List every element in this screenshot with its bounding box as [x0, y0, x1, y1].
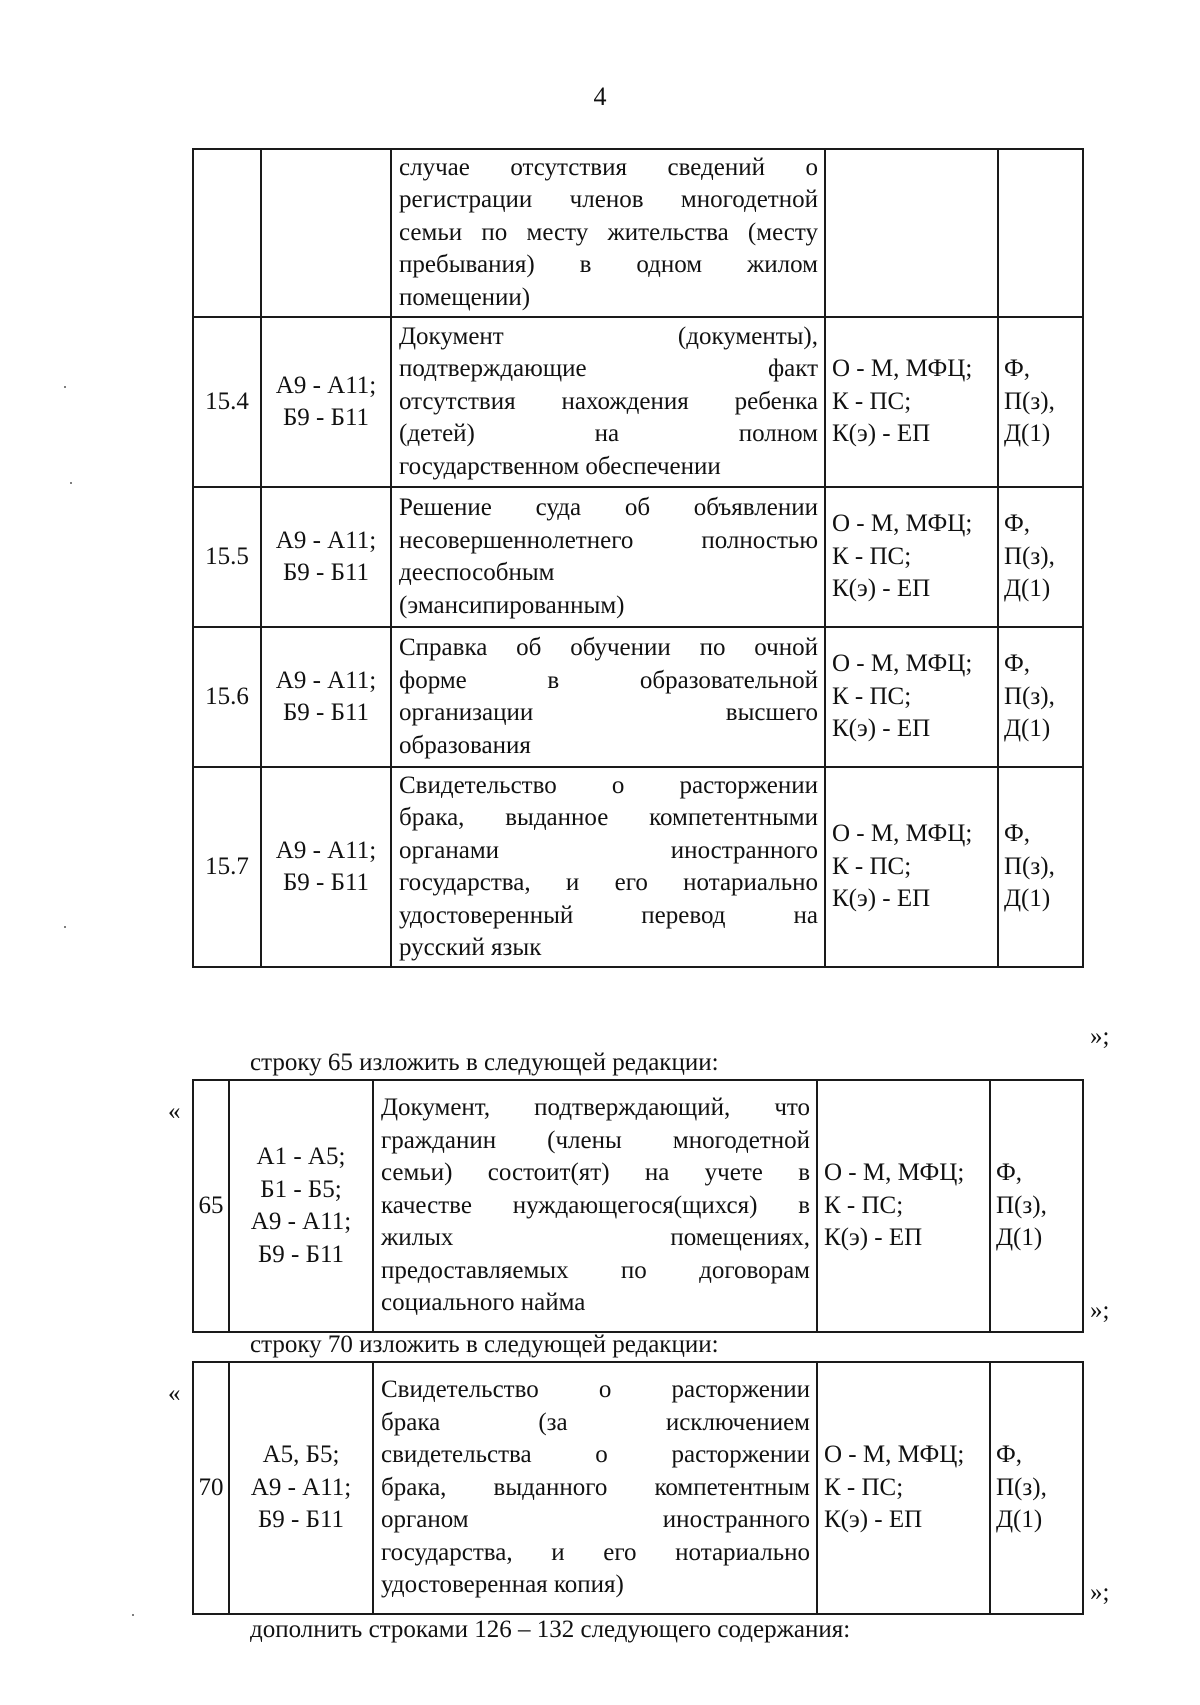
cell-line: О - М, МФЦ;	[824, 1159, 965, 1187]
cell-line: брака (за исключением	[381, 1408, 810, 1436]
codes-cell	[261, 487, 391, 627]
codes-cell	[229, 1080, 373, 1332]
cell-line: Справка об обучении по очной	[399, 634, 818, 661]
scan-speck	[64, 926, 66, 928]
form-cell	[990, 1362, 1083, 1614]
scan-speck	[70, 482, 72, 484]
cell-line: органом иностранного	[381, 1506, 810, 1534]
row-number	[193, 149, 261, 317]
instruction-row-70: строку 70 изложить в следующей редакции:	[250, 1331, 719, 1358]
cell-line: К - ПС;	[824, 1473, 904, 1501]
table-row	[193, 627, 1083, 767]
codes-cell	[261, 317, 391, 487]
description-cell	[391, 487, 825, 627]
form-cell	[990, 1080, 1083, 1332]
table-row	[193, 317, 1083, 487]
cell-line: качестве нуждающегося(щихся) в	[381, 1191, 810, 1219]
cell-line: Д(1)	[1004, 715, 1051, 743]
cell-line: К - ПС;	[832, 542, 912, 570]
cell-line: Документ, подтверждающий, что	[381, 1094, 810, 1122]
description-cell	[391, 627, 825, 767]
instruction-rows-126-132: дополнить строками 126 – 132 следующего содержания:	[250, 1616, 851, 1643]
table-row	[193, 1080, 1083, 1332]
instruction-row-65: строку 65 изложить в следующей редакции:	[250, 1049, 719, 1076]
cell-line: форме в образовательной	[399, 666, 818, 694]
page-number: 4	[593, 82, 607, 111]
submission-cell	[817, 1080, 990, 1332]
open-quote-b: «	[168, 1098, 181, 1125]
cell-line: О - М, МФЦ;	[832, 820, 973, 848]
submission-cell	[825, 149, 998, 317]
close-quote-a: »;	[1090, 1023, 1110, 1050]
description-cell	[391, 767, 825, 967]
cell-line: Ф,	[1004, 650, 1031, 678]
cell-line: П(з),	[1004, 682, 1055, 710]
cell-line: удостоверенный перевод на	[399, 901, 818, 929]
cell-line: К(э) - ЕП	[832, 575, 931, 603]
cell-line: К - ПС;	[832, 387, 912, 415]
cell-line: Свидетельство о расторжении	[381, 1376, 810, 1404]
codes-cell	[229, 1362, 373, 1614]
cell-line: О - М, МФЦ;	[832, 650, 973, 678]
cell-line: органами иностранного	[399, 836, 818, 864]
cell-line: П(з),	[1004, 387, 1055, 415]
cell-line: А9 - А11;	[275, 371, 377, 399]
description-cell	[391, 149, 825, 317]
cell-line: помещении)	[399, 283, 531, 311]
cell-line: К(э) - ЕП	[832, 715, 931, 743]
table-row	[193, 149, 1083, 317]
cell-line: Решение суда об объявлении	[399, 494, 818, 521]
form-cell	[998, 767, 1083, 967]
cell-line: Ф,	[996, 1159, 1023, 1187]
cell-line: Ф,	[996, 1441, 1023, 1469]
cell-line: А5, Б5;	[262, 1441, 340, 1469]
cell-line: регистрации членов многодетной	[399, 186, 818, 214]
cell-line: Д(1)	[1004, 420, 1051, 448]
cell-line: А9 - А11;	[250, 1473, 352, 1501]
cell-line: семьи по месту жительства (месту	[399, 218, 818, 246]
amendment-table-row-70	[192, 1361, 1084, 1615]
cell-line: Ф,	[1004, 355, 1031, 383]
submission-cell	[825, 627, 998, 767]
cell-line: А9 - А11;	[275, 836, 377, 864]
cell-line: Свидетельство о расторжении	[399, 771, 818, 799]
cell-line: К(э) - ЕП	[824, 1224, 923, 1252]
cell-line: семьи) состоит(ят) на учете в	[381, 1159, 810, 1187]
cell-line: К - ПС;	[832, 682, 912, 710]
cell-line: Д(1)	[1004, 575, 1051, 603]
row-number: 15.6	[193, 627, 261, 767]
form-cell	[998, 627, 1083, 767]
cell-line: А9 - А11;	[250, 1208, 352, 1235]
cell-line: Б9 - Б11	[282, 699, 370, 726]
cell-line: случае отсутствия сведений о	[399, 153, 818, 181]
table-row	[193, 767, 1083, 967]
cell-line: дееспособным	[399, 559, 555, 586]
cell-line: Д(1)	[996, 1224, 1043, 1252]
codes-cell	[261, 149, 391, 317]
cell-line: О - М, МФЦ;	[832, 355, 973, 383]
cell-line: Б9 - Б11	[257, 1506, 345, 1534]
row-number: 70	[193, 1362, 229, 1614]
cell-line: государства, и его нотариально	[381, 1538, 810, 1566]
form-cell	[998, 487, 1083, 627]
cell-line: Документ (документы),	[399, 322, 818, 350]
cell-line: брака, выданное компетентными	[399, 804, 818, 831]
submission-cell	[825, 317, 998, 487]
cell-line: Б9 - Б11	[257, 1240, 345, 1268]
cell-line: Д(1)	[996, 1506, 1043, 1534]
cell-line: (детей) на полном	[399, 420, 818, 448]
submission-cell	[817, 1362, 990, 1614]
submission-cell	[825, 767, 998, 967]
cell-line: Д(1)	[1004, 885, 1051, 913]
cell-line: П(з),	[1004, 542, 1055, 570]
cell-line: Б9 - Б11	[282, 869, 370, 896]
cell-line: предоставляемых по договорам	[381, 1256, 810, 1284]
row-number: 65	[193, 1080, 229, 1332]
form-cell	[998, 317, 1083, 487]
row-number: 15.5	[193, 487, 261, 627]
scan-speck	[64, 386, 66, 388]
cell-line: пребывания) в одном жилом	[399, 251, 818, 279]
cell-line: русский язык	[399, 934, 542, 961]
cell-line: П(з),	[1004, 852, 1055, 880]
amendment-table-rows-15	[192, 148, 1084, 968]
cell-line: Б9 - Б11	[282, 404, 370, 431]
cell-line: несовершеннолетнего полностью	[399, 526, 818, 554]
scan-speck	[132, 1614, 134, 1616]
cell-line: жилых помещениях,	[381, 1224, 810, 1252]
codes-cell	[261, 767, 391, 967]
cell-line: К(э) - ЕП	[824, 1506, 923, 1534]
cell-line: удостоверенная копия)	[381, 1571, 624, 1599]
cell-line: К - ПС;	[832, 852, 912, 880]
cell-line: А9 - А11;	[275, 666, 377, 694]
cell-line: К(э) - ЕП	[832, 420, 931, 448]
cell-line: О - М, МФЦ;	[832, 510, 973, 538]
cell-line: организации высшего	[399, 699, 818, 726]
cell-line: А9 - А11;	[275, 526, 377, 554]
open-quote-c: «	[168, 1380, 181, 1407]
cell-line: государства, и его нотариально	[399, 869, 818, 896]
cell-line: Б9 - Б11	[282, 559, 370, 586]
cell-line: гражданин (члены многодетной	[381, 1126, 810, 1154]
description-cell	[373, 1080, 817, 1332]
cell-line: социального найма	[381, 1289, 586, 1317]
cell-line: О - М, МФЦ;	[824, 1441, 965, 1469]
submission-cell	[825, 487, 998, 627]
cell-line: П(з),	[996, 1191, 1047, 1219]
codes-cell	[261, 627, 391, 767]
cell-line: К(э) - ЕП	[832, 885, 931, 913]
cell-line: брака, выданного компетентным	[381, 1473, 810, 1501]
description-cell	[391, 317, 825, 487]
description-cell	[373, 1362, 817, 1614]
close-quote-b: »;	[1090, 1297, 1110, 1324]
form-cell	[998, 149, 1083, 317]
row-number: 15.4	[193, 317, 261, 487]
amendment-table-row-65	[192, 1079, 1084, 1333]
cell-line: образования	[399, 731, 531, 759]
cell-line: (эмансипированным)	[399, 591, 625, 619]
cell-line: Б1 - Б5;	[260, 1175, 342, 1203]
cell-line: подтверждающие факт	[399, 355, 818, 383]
cell-line: государственном обеспечении	[399, 452, 721, 480]
cell-line: К - ПС;	[824, 1191, 904, 1219]
cell-line: П(з),	[996, 1473, 1047, 1501]
table-row	[193, 487, 1083, 627]
cell-line: А1 - А5;	[256, 1143, 346, 1170]
cell-line: отсутствия нахождения ребенка	[399, 387, 818, 415]
row-number: 15.7	[193, 767, 261, 967]
close-quote-c: »;	[1090, 1579, 1110, 1606]
cell-line: Ф,	[1004, 820, 1031, 848]
cell-line: свидетельства о расторжении	[381, 1441, 810, 1469]
cell-line: Ф,	[1004, 510, 1031, 538]
table-row	[193, 1362, 1083, 1614]
